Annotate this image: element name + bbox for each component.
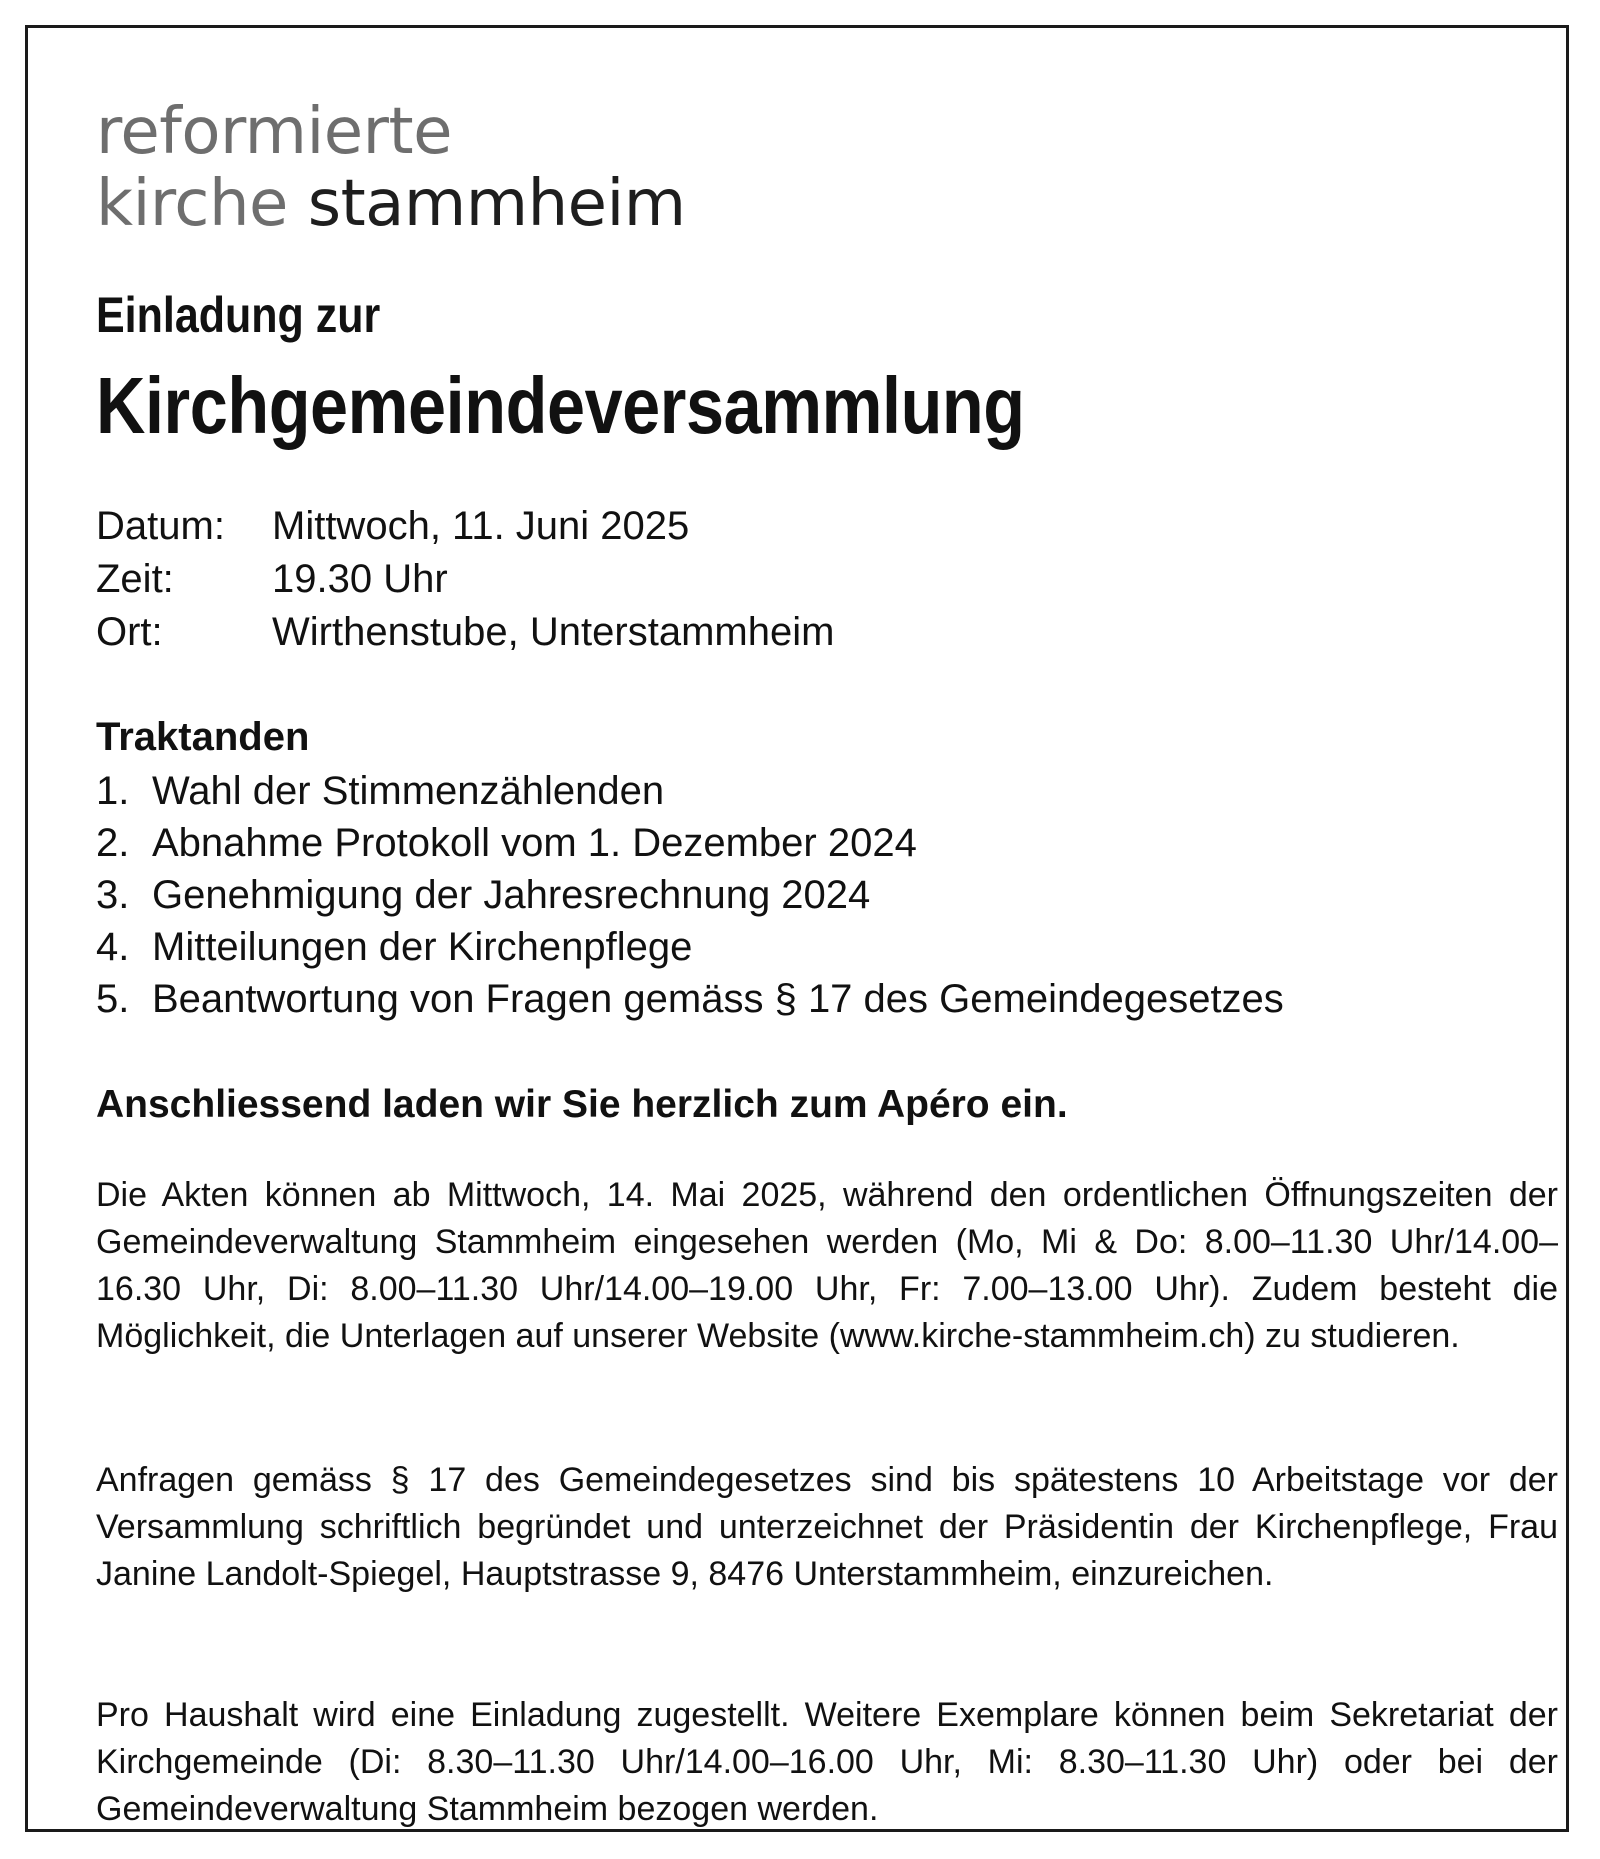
detail-label: Zeit:: [96, 557, 174, 601]
agenda-number: 5.: [96, 977, 130, 1021]
logo-word-stammheim: stammheim: [307, 167, 686, 241]
household-paragraph: Pro Haushalt wird eine Einladung zugestellt. Weitere Exemplare können beim Sekretariat der Kirchgemeinde (Di: 8.30–11.30 Uhr/14.00–16.00 Uhr, Mi: 8.30–11.30 Uhr) oder bei der Gemeindeverwaltung Stammheim bezogen werden.: [96, 1696, 1558, 1828]
agenda-text: Genehmigung der Jahresrechnung 2024: [152, 873, 871, 917]
detail-location: [96, 606, 834, 659]
agenda-number: 4.: [96, 925, 130, 969]
agenda-list: [96, 765, 1284, 1025]
agenda-text: Abnahme Protokoll vom 1. Dezember 2024: [152, 821, 917, 865]
detail-value: Wirthenstube, Unterstammheim: [272, 610, 835, 654]
logo-line-2: [96, 168, 686, 240]
agenda-text: Wahl der Stimmenzählenden: [152, 769, 665, 813]
agenda-number: 1.: [96, 769, 130, 813]
detail-label: Datum:: [96, 504, 225, 548]
page-title: Kirchgemeindeversammlung: [96, 361, 1025, 450]
agenda-text: Mitteilungen der Kirchenpflege: [152, 925, 693, 969]
files-paragraph: Die Akten können ab Mittwoch, 14. Mai 2025, während den ordentlichen Öffnungszeiten der Gemeindeverwaltung Stammheim eingesehen werden (Mo, Mi & Do: 8.00–11.30 Uhr/14.00–16.30 Uhr, Di: 8.00–11.30 Uhr/14.00–19.00 Uhr, Fr: 7.00–13.00 Uhr). Zudem besteht die Möglichkeit, die Unterlagen auf unserer Website (www.kirche-stammheim.ch) zu studieren.: [96, 1176, 1558, 1355]
agenda-item: [96, 869, 1284, 921]
invitation-subtitle: Einladung zur: [96, 287, 381, 343]
logo-word-kirche: kirche: [96, 167, 288, 241]
logo-line-1: reformierte: [96, 95, 452, 169]
meeting-details: [96, 500, 834, 659]
agenda-text: Beantwortung von Fragen gemäss § 17 des Gemeindegesetzes: [152, 977, 1284, 1021]
apero-note: Anschliessend laden wir Sie herzlich zum Apéro ein.: [96, 1083, 1068, 1126]
agenda-item: [96, 817, 1284, 869]
detail-value: 19.30 Uhr: [272, 557, 448, 601]
agenda-item: [96, 973, 1284, 1025]
detail-label: Ort:: [96, 610, 163, 654]
detail-time: [96, 553, 834, 606]
agenda-number: 2.: [96, 821, 130, 865]
agenda-item: [96, 921, 1284, 973]
detail-date: [96, 500, 834, 553]
detail-value: Mittwoch, 11. Juni 2025: [272, 504, 690, 548]
church-logo: [96, 96, 686, 240]
agenda-number: 3.: [96, 873, 130, 917]
notice-frame: [25, 25, 1569, 1832]
inquiries-paragraph: Anfragen gemäss § 17 des Gemeindegesetzes sind bis spätestens 10 Arbeitstage vor der Versammlung schriftlich begründet und unterzeichnet der Präsidentin der Kirchenpflege, Frau Janine Landolt-Spiegel, Hauptstrasse 9, 8476 Unterstammheim, einzureichen.: [96, 1461, 1558, 1593]
agenda-heading: Traktanden: [96, 715, 310, 759]
agenda-item: [96, 765, 1284, 817]
